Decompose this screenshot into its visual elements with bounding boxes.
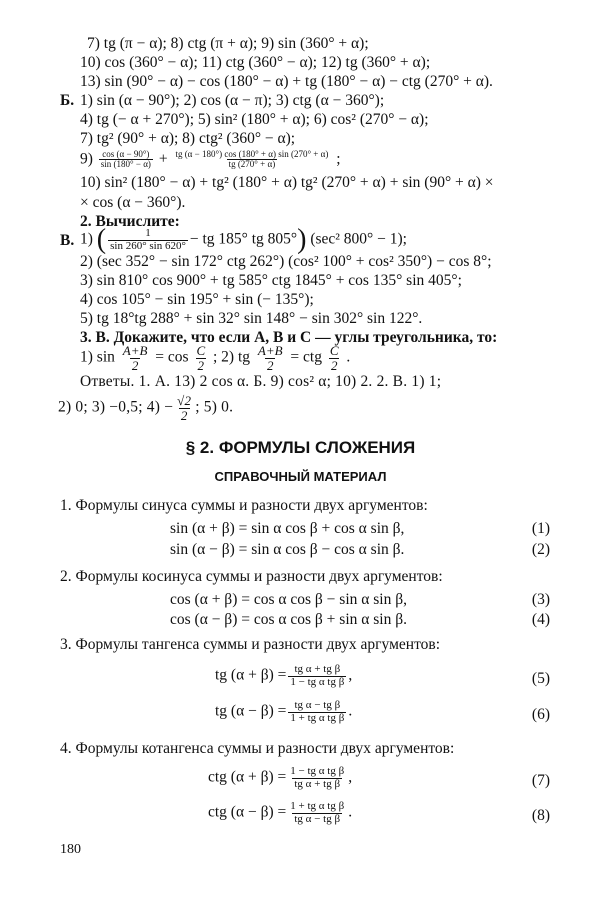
task-3-statement bbox=[80, 344, 350, 372]
item-9-label: 9) bbox=[80, 150, 93, 168]
formulas-3-title: 3. Формулы тангенса суммы и разности двух аргументов: bbox=[60, 636, 441, 653]
formula-3-number: (3) bbox=[531, 591, 550, 608]
fraction-sqrt2-denominator: 2 bbox=[180, 407, 188, 423]
answers-line-1: Ответы. 1. А. 13) 2 cos α. Б. 9) cos² α; 10) 2. 2. В. 1) 1; bbox=[80, 373, 442, 390]
statement-2-middle: = ctg bbox=[290, 348, 322, 366]
task-2-label: В. bbox=[60, 232, 75, 249]
open-paren: ( bbox=[96, 224, 107, 255]
formula-8-end: . bbox=[348, 803, 353, 821]
exercise-a-line-3: 13) sin (90° − α) − cos (180° − α) + tg (180° − α) − ctg (270° + α). bbox=[80, 73, 493, 90]
fraction-1-numerator: cos (α − 90°) bbox=[102, 149, 150, 159]
formulas-4-title: 4. Формулы котангенса суммы и разности двух аргументов: bbox=[60, 740, 455, 757]
fraction-reciprocal-numerator: 1 bbox=[145, 226, 151, 239]
formula-2-number: (2) bbox=[531, 541, 550, 558]
formula-7-left: ctg (α + β) = bbox=[208, 768, 287, 786]
answers-line-2 bbox=[58, 394, 233, 422]
fraction-1-denominator: sin (180° − α) bbox=[100, 159, 151, 170]
answers-line-2-end: ; 5) 0. bbox=[195, 398, 234, 416]
fraction-c-1 bbox=[194, 344, 207, 372]
statement-1-label: 1) sin bbox=[80, 348, 115, 366]
item-1-middle: − tg 185° tg 805° bbox=[189, 230, 298, 248]
exercise-b-line-1: 1) sin (α − 90°); 2) cos (α − π); 3) ctg (α − 360°); bbox=[80, 92, 385, 109]
fraction-2-denominator: tg (270° + α) bbox=[228, 159, 276, 170]
formula-8 bbox=[208, 801, 352, 825]
fraction-c-1-denominator: 2 bbox=[197, 357, 205, 373]
formula-7-numerator: 1 − tg α tg β bbox=[290, 765, 345, 777]
exercise-b-line-10-cont: × cos (α − 360°). bbox=[80, 194, 186, 211]
formula-7-end: , bbox=[348, 768, 353, 786]
exercise-b-label: Б. bbox=[60, 92, 75, 109]
formula-1: sin (α + β) = sin α cos β + cos α sin β, bbox=[170, 520, 405, 537]
fraction-1 bbox=[99, 150, 153, 170]
formula-8-denominator: tg α − tg β bbox=[294, 812, 341, 825]
formula-5-denominator: 1 − tg α tg β bbox=[290, 675, 345, 688]
exercise-a-line-1: 7) tg (π − α); 8) ctg (π + α); 9) sin (360° + α); bbox=[87, 35, 369, 52]
formulas-2-title: 2. Формулы косинуса суммы и разности двух аргументов: bbox=[60, 568, 443, 585]
formula-5-left: tg (α + β) = bbox=[215, 666, 287, 684]
task-3-title: 3. В. Докажите, что если A, B и C — углы треугольника, то: bbox=[80, 329, 498, 346]
formula-1-number: (1) bbox=[531, 520, 550, 537]
formula-6 bbox=[215, 700, 352, 724]
formula-5-number: (5) bbox=[531, 670, 550, 687]
item-9-end: ; bbox=[336, 150, 341, 168]
fraction-sqrt2-numerator: √2 bbox=[177, 393, 192, 408]
formula-7-denominator: tg α + tg β bbox=[294, 777, 341, 790]
formula-7-number: (7) bbox=[531, 772, 550, 789]
task-2-item-4: 4) cos 105° − sin 195° + sin (− 135°); bbox=[80, 291, 314, 308]
formula-2: sin (α − β) = sin α cos β − cos α sin β. bbox=[170, 541, 405, 558]
page-number: 180 bbox=[60, 842, 81, 857]
item-1-end: (sec² 800° − 1); bbox=[310, 230, 407, 248]
formula-6-number: (6) bbox=[531, 706, 550, 723]
formula-8-number: (8) bbox=[531, 807, 550, 824]
formula-4-number: (4) bbox=[531, 611, 550, 628]
formula-7 bbox=[208, 766, 352, 790]
fraction-a-plus-b-2 bbox=[256, 344, 285, 372]
formula-4: cos (α − β) = cos α cos β + sin α sin β. bbox=[170, 611, 407, 628]
fraction-c-2 bbox=[328, 344, 341, 372]
formula-8-fraction bbox=[288, 801, 346, 825]
formula-5-fraction bbox=[288, 664, 346, 688]
fraction-c-1-numerator: C bbox=[196, 343, 206, 358]
fraction-c-2-denominator: 2 bbox=[330, 357, 338, 373]
formula-5 bbox=[215, 664, 352, 688]
statement-separator: ; 2) tg bbox=[212, 348, 251, 366]
fraction-a-plus-b-2-denominator: 2 bbox=[266, 357, 274, 373]
formula-6-left: tg (α − β) = bbox=[215, 702, 287, 720]
fraction-sqrt2-over-2 bbox=[175, 394, 193, 422]
task-2-item-5: 5) tg 18°tg 288° + sin 32° sin 148° − sin 302° sin 122°. bbox=[80, 310, 423, 327]
task-2-item-1 bbox=[80, 226, 407, 254]
fraction-2 bbox=[173, 150, 330, 170]
fraction-a-plus-b-1-numerator: A+B bbox=[122, 343, 148, 358]
formula-6-numerator: tg α − tg β bbox=[294, 699, 341, 711]
item-1-label: 1) bbox=[80, 230, 93, 248]
section-title: § 2. ФОРМУЛЫ СЛОЖЕНИЯ bbox=[185, 438, 416, 457]
formulas-1-title: 1. Формулы синуса суммы и разности двух аргументов: bbox=[60, 497, 428, 514]
formula-3: cos (α + β) = cos α cos β − sin α sin β, bbox=[170, 591, 407, 608]
fraction-2-numerator: tg (α − 180°) cos (180° + α) sin (270° + α) bbox=[175, 149, 329, 159]
fraction-a-plus-b-1 bbox=[121, 344, 150, 372]
exercise-b-item-9 bbox=[80, 150, 341, 170]
fraction-reciprocal-denominator: sin 260° sin 620° bbox=[110, 239, 186, 252]
exercise-b-line-3: 7) tg² (90° + α); 8) ctg² (360° − α); bbox=[80, 130, 296, 147]
task-2-item-2: 2) (sec 352° − sin 172° ctg 262°) (cos² 100° + cos² 350°) − cos 8°; bbox=[80, 253, 492, 270]
fraction-reciprocal bbox=[108, 228, 188, 252]
formula-6-fraction bbox=[288, 700, 346, 724]
formula-8-numerator: 1 + tg α tg β bbox=[290, 800, 345, 812]
task-2-title: 2. Вычислите: bbox=[80, 213, 180, 230]
fraction-a-plus-b-2-numerator: A+B bbox=[257, 343, 283, 358]
exercise-b-line-2: 4) tg (− α + 270°); 5) sin² (180° + α); 6) cos² (270° − α); bbox=[80, 111, 429, 128]
formula-8-left: ctg (α − β) = bbox=[208, 803, 287, 821]
close-paren: ) bbox=[297, 224, 307, 255]
formula-6-denominator: 1 + tg α tg β bbox=[290, 711, 345, 724]
exercise-a-line-2: 10) cos (360° − α); 11) ctg (360° − α); 12) tg (360° + α); bbox=[80, 54, 431, 71]
formula-7-fraction bbox=[288, 766, 346, 790]
formula-6-end: . bbox=[348, 702, 353, 720]
statement-1-middle: = cos bbox=[155, 348, 189, 366]
task-2-item-3: 3) sin 810° cos 900° + tg 585° ctg 1845° + cos 135° sin 405°; bbox=[80, 272, 462, 289]
fraction-c-2-numerator: C bbox=[329, 343, 339, 358]
answers-line-2-start: 2) 0; 3) −0,5; 4) − bbox=[58, 398, 174, 416]
formula-5-end: , bbox=[348, 666, 353, 684]
statement-2-end: . bbox=[346, 348, 351, 366]
fraction-a-plus-b-1-denominator: 2 bbox=[131, 357, 139, 373]
formula-5-numerator: tg α + tg β bbox=[294, 663, 341, 675]
section-subtitle: СПРАВОЧНЫЙ МАТЕРИАЛ bbox=[214, 469, 387, 484]
plus-sign: + bbox=[158, 150, 168, 168]
exercise-b-line-10: 10) sin² (180° − α) + tg² (180° + α) tg² (270° + α) + sin (90° + α) × bbox=[80, 174, 494, 191]
